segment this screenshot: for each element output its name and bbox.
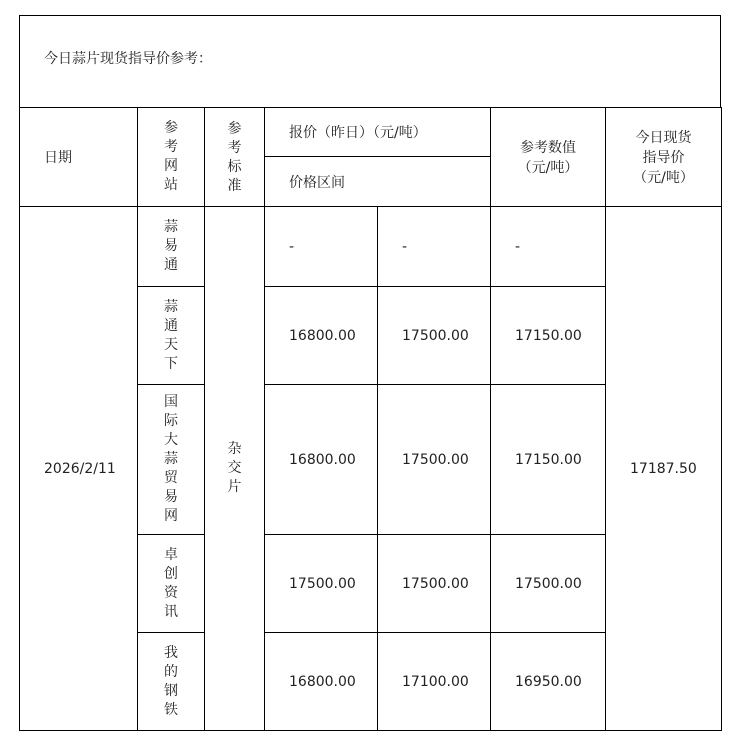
- header-guide-line: 指导价: [642, 150, 685, 166]
- date-cell: 2026/2/11: [20, 207, 138, 731]
- header-ref-line: （元/吨）: [517, 160, 579, 176]
- site-line: 通: [164, 257, 178, 273]
- site-line: 易: [164, 489, 178, 505]
- ref-value: 16950.00: [491, 633, 606, 731]
- site-line: 钢: [164, 682, 178, 699]
- price-low: 16800.00: [265, 633, 378, 731]
- site-cell: [138, 633, 205, 731]
- header-quote: 报价（昨日）（元/吨）: [265, 108, 491, 157]
- header-guide-price: [606, 108, 722, 207]
- site-cell: [138, 207, 205, 287]
- price-high: 17500.00: [378, 535, 491, 633]
- price-high: 17500.00: [378, 385, 491, 535]
- price-high: -: [378, 207, 491, 287]
- header-guide-line: （元/吨）: [633, 170, 694, 186]
- ref-value: 17150.00: [491, 287, 606, 385]
- site-line: 的: [164, 663, 178, 680]
- standard-line: 交: [227, 460, 242, 476]
- site-cell: [138, 385, 205, 535]
- site-line: 蒜: [164, 298, 178, 315]
- header-site-line: 参: [164, 120, 178, 136]
- site-cell: [138, 287, 205, 385]
- site-line: 讯: [164, 603, 178, 620]
- site-line: 通: [164, 317, 178, 334]
- header-standard-line: 准: [227, 178, 242, 194]
- standard-line: 片: [227, 479, 242, 495]
- ref-value: 17150.00: [491, 385, 606, 535]
- table-row: [20, 207, 722, 287]
- price-high: 17100.00: [378, 633, 491, 731]
- title-box: [19, 15, 721, 107]
- price-low: 16800.00: [265, 385, 378, 535]
- header-row-1: [20, 108, 722, 157]
- site-line: 蒜: [164, 219, 178, 235]
- site-line: 贸: [164, 470, 178, 486]
- site-line: 我: [164, 644, 178, 661]
- header-range: 价格区间: [265, 157, 491, 207]
- site-line: 资: [164, 584, 178, 601]
- site-line: 下: [164, 355, 178, 372]
- price-high: 17500.00: [378, 287, 491, 385]
- header-site-line: 站: [164, 177, 178, 193]
- guide-price-cell: 17187.50: [606, 207, 722, 731]
- site-line: 卓: [164, 546, 178, 563]
- header-site: [138, 108, 205, 207]
- site-line: 网: [164, 508, 178, 524]
- header-site-line: 考: [164, 139, 178, 155]
- site-cell: [138, 535, 205, 633]
- site-line: 易: [164, 238, 178, 254]
- header-standard-line: 标: [227, 159, 242, 175]
- site-line: 蒜: [164, 451, 178, 467]
- header-ref-line: 参考数值: [520, 140, 576, 156]
- header-date: 日期: [20, 108, 138, 207]
- site-line: 国: [164, 394, 178, 410]
- site-line: 际: [164, 413, 178, 429]
- header-standard-line: 参: [227, 121, 242, 137]
- header-guide-line: 今日现货: [635, 130, 692, 146]
- price-low: -: [265, 207, 378, 287]
- ref-value: -: [491, 207, 606, 287]
- standard-cell: [205, 207, 265, 731]
- standard-line: 杂: [227, 441, 242, 457]
- site-line: 创: [164, 565, 178, 582]
- price-low: 16800.00: [265, 287, 378, 385]
- site-line: 大: [164, 432, 178, 448]
- document-title: 今日蒜片现货指导价参考：: [44, 51, 212, 67]
- ref-value: 17500.00: [491, 535, 606, 633]
- header-standard-line: 考: [227, 140, 242, 156]
- header-site-line: 网: [164, 158, 178, 174]
- site-line: 铁: [164, 701, 178, 718]
- header-ref-value: [491, 108, 606, 207]
- price-low: 17500.00: [265, 535, 378, 633]
- header-standard: [205, 108, 265, 207]
- site-line: 天: [164, 336, 178, 353]
- price-table: [19, 107, 722, 731]
